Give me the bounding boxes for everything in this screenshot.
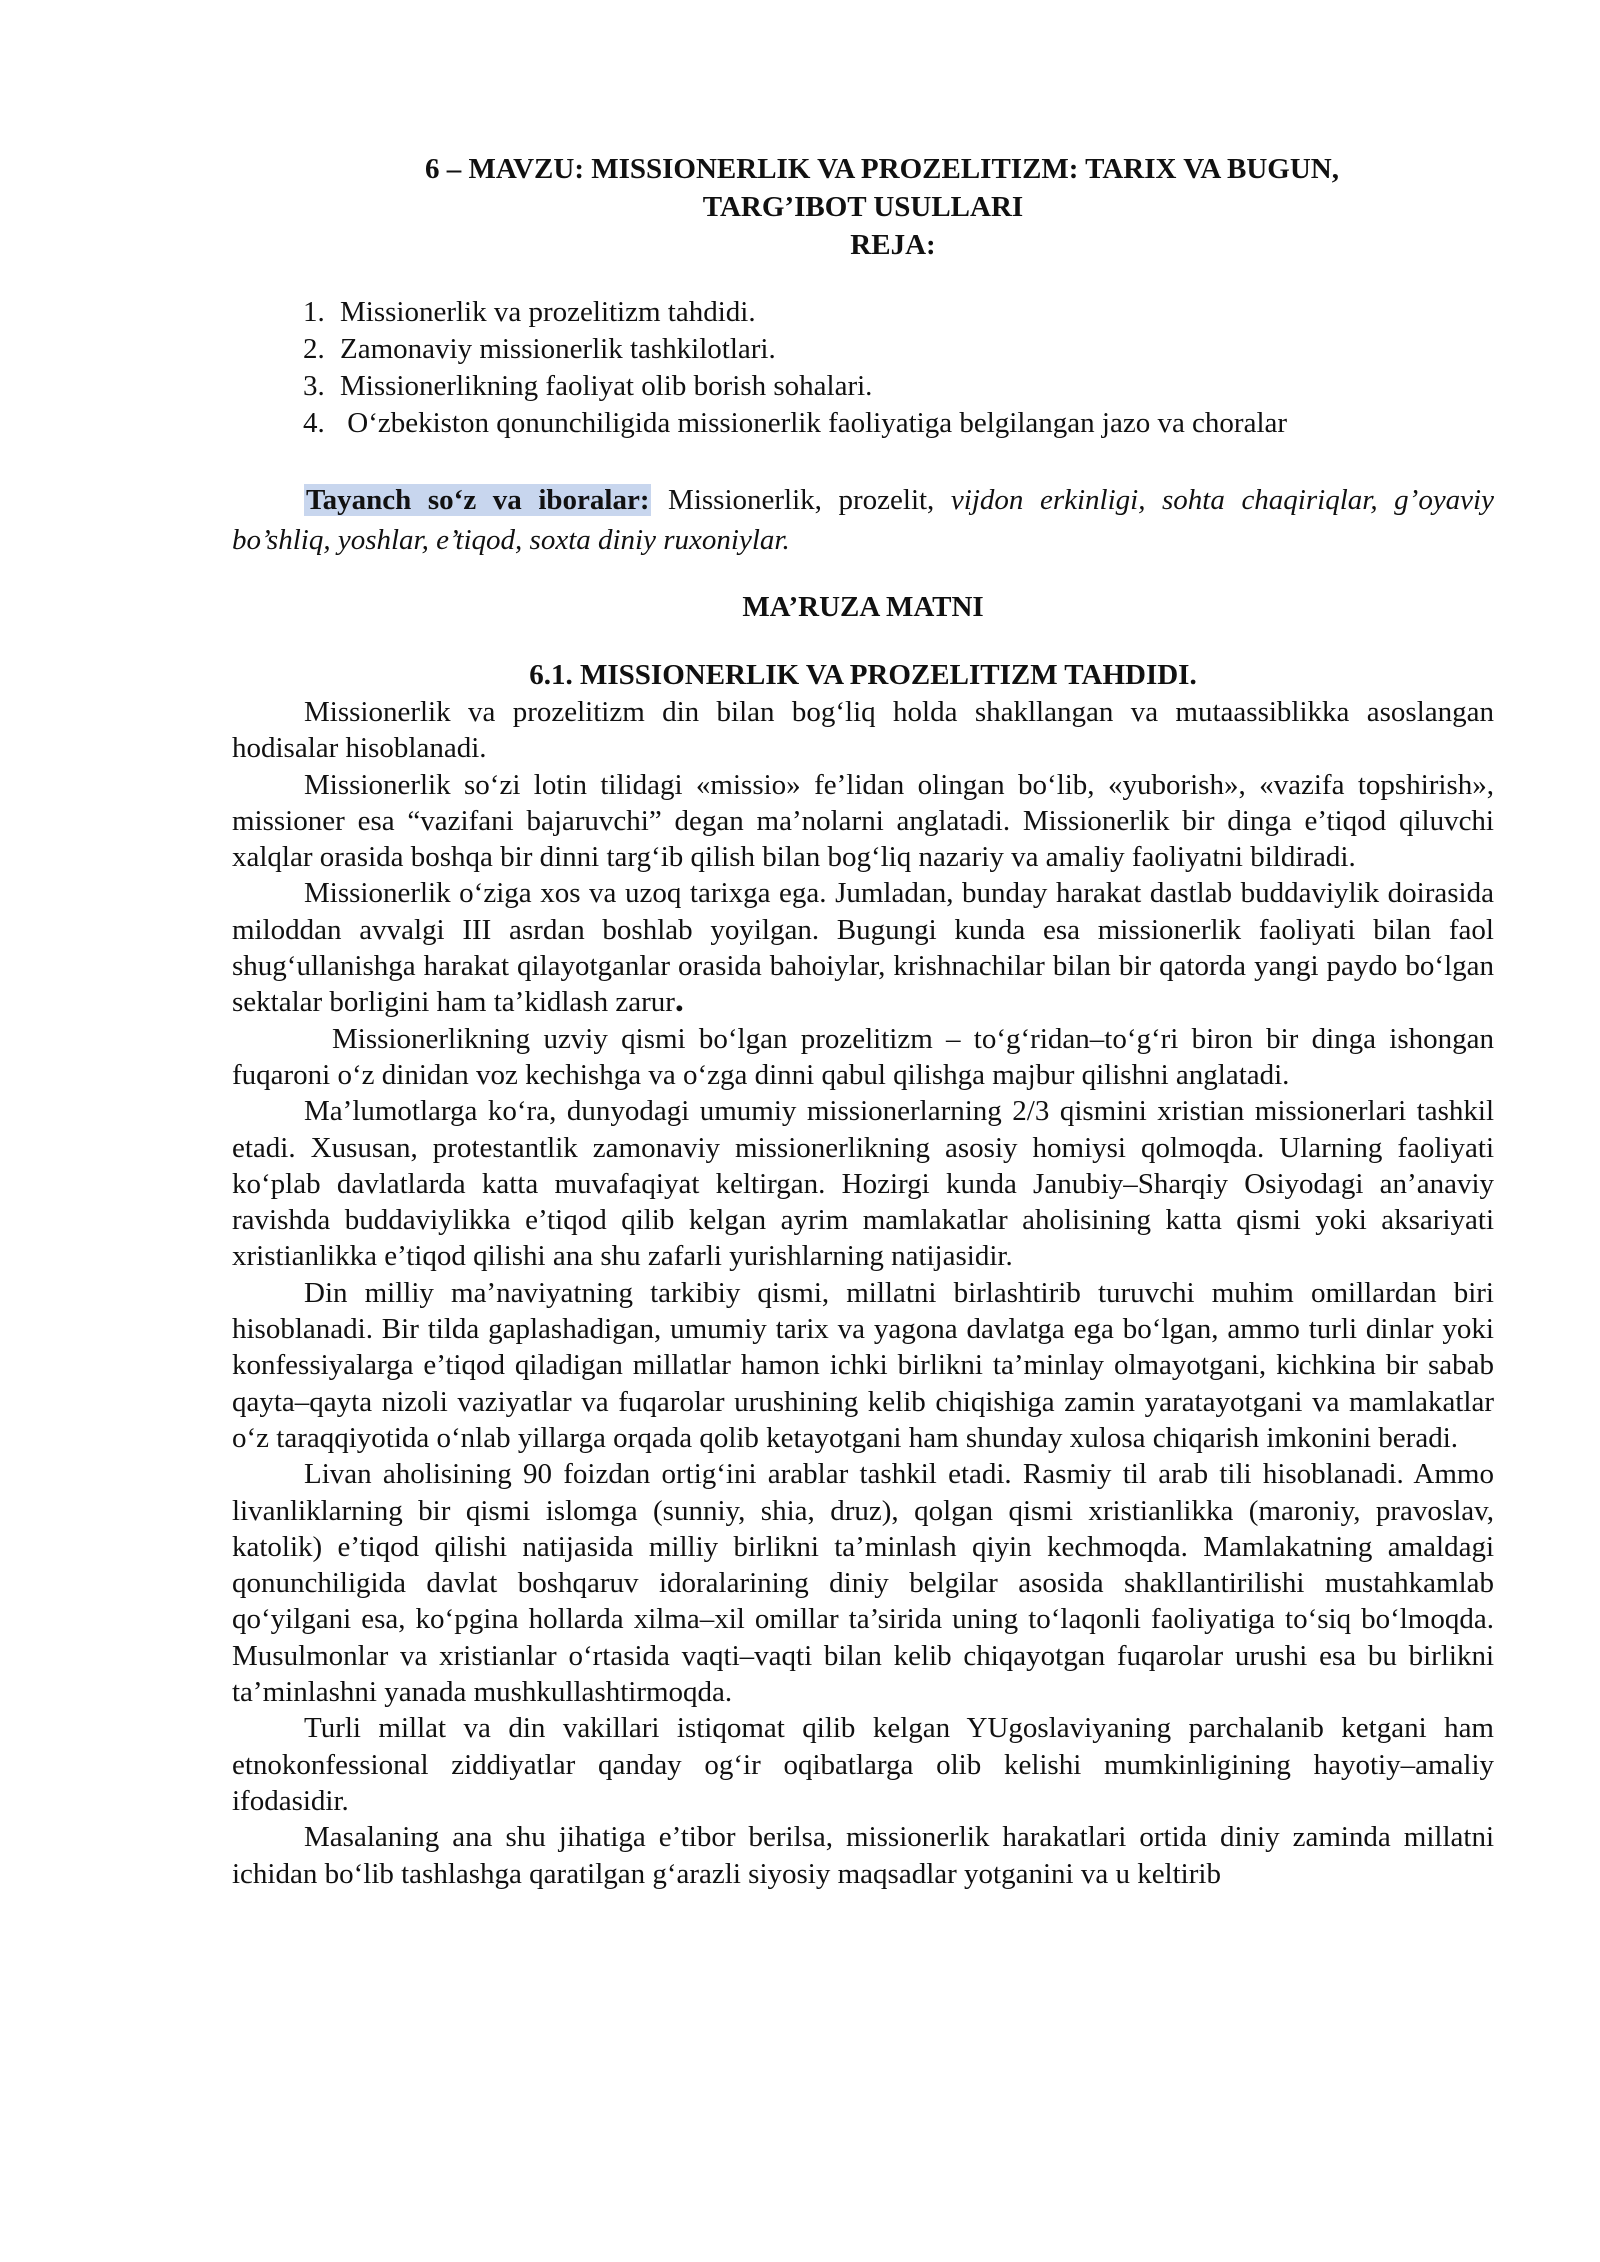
body-paragraph: Missionerlik va prozelitizm din bilan bog‘liq holda shakllangan va mutaassiblikka asoslangan hodisalar hisoblanadi. <box>232 696 1494 765</box>
body-paragraph: Masalaning ana shu jihatiga e’tibor berilsa, missionerlik harakatlari ortida diniy zaminda millatni ichidan bo‘lib tashlashga qaratilgan g‘arazli siyosiy maqsadlar yotganini va u keltirib <box>232 1821 1494 1890</box>
body-paragraph: Livan aholisining 90 foizdan ortig‘ini arablar tashkil etadi. Rasmiy til arab tili hisoblanadi. Ammo livanliklarning bir qismi islomga (sunniy, shia, druz), qolgan qismi xristianlikka (maroniy, pravoslav, katolik) e’tiqod qilishi natijasida milliy birlikni ta’minlash qiyin kechmoqda. Mamlakatning amaldagi qonunchiligida davlat boshqaruv idoralarining diniy belgilar asosida shakllantirilishi mustahkamlab qo‘yilgani esa, ko‘pgina hollarda xilma–xil omillar ta’sirida uning to‘laqonli faoliyatiga to‘siq bo‘lmoqda. Musulmonlar va xristianlar o‘rtasida vaqti–vaqti bilan kelib chiqayotgan fuqarolar urushi esa bu birlikni ta’minlashni yanada mushkullashtirmoqda. <box>232 1458 1494 1709</box>
body-paragraph: Missionerlikning uzviy qismi bo‘lgan prozelitizm – to‘g‘ridan–to‘g‘ri biron bir dinga ishongan fuqaroni o‘z dinidan voz kechishga va o‘zga dinni qabul qilishga majbur qilishni anglatadi. <box>232 1022 1494 1091</box>
body-paragraph-end-dot: . <box>674 979 684 1020</box>
body-paragraph: Missionerlik so‘zi lotin tilidagi «missio» fe’lidan olingan bo‘lib, «yuborish», «vazifa topshirish», missioner esa “vazifani bajaruvchi” degan ma’nolarni anglatadi. Missionerlik bir dinga e’tiqod qiluvchi xalqlar orasida boshqa bir dinni targ‘ib qilish bilan bog‘liq nazariy va amaliy faoliyatni bildiradi. <box>232 768 1494 874</box>
body-paragraph <box>232 875 1494 1020</box>
document-page <box>232 150 1494 1892</box>
plan-heading: REJA: <box>850 229 936 261</box>
plan-item: 1. Missionerlik va prozelitizm tahdidi. <box>332 294 1494 331</box>
body-paragraph: Turli millat va din vakillari istiqomat qilib kelgan YUgoslaviyaning parchalanib ketgani ham etnokonfessional ziddiyatlar qanday og‘ir oqibatlarga olib kelishi mumkinligining hayotiy–amaliy ifodasidir. <box>232 1712 1494 1817</box>
keywords-label: Tayanch so‘z va iboralar: <box>306 484 650 516</box>
keywords-paragraph <box>232 480 1494 560</box>
topic-title <box>232 150 1494 226</box>
keywords-plain: Missionerlik, prozelit, <box>651 484 951 516</box>
topic-title-line2: TARG’IBOT USULLARI <box>702 191 1024 223</box>
plan-item: 4. O‘zbekiston qonunchiligida missionerlik faoliyatiga belgilangan jazo va choralar <box>332 405 1494 442</box>
body-paragraph: Din milliy ma’naviyatning tarkibiy qismi, millatni birlashtirib turuvchi muhim omillardan biri hisoblanadi. Bir tilda gaplashadigan, umumiy tarix va yagona davlatga ega bo‘lgan, ammo turli dinlar yoki konfessiyalarga e’tiqod qiladigan millatlar hamon ichki birlikni ta’minlay olmayotgani, kichkina bir sabab qayta–qayta nizoli vaziyatlar va fuqarolar urushining kelib chiqishiga zamin yaratayotgani va mamlakatlar o‘z taraqqiyotida o‘nlab yillarga orqada qolib ketayotgani ham shunday xulosa chiqarish imkonini beradi. <box>232 1276 1494 1454</box>
body-paragraph: Ma’lumotlarga ko‘ra, dunyodagi umumiy missionerlarning 2/3 qismini xristian missionerlari tashkil etadi. Xususan, protestantlik zamonaviy missionerlikning asosiy homiysi qolmoqda. Ularning faoliyati ko‘plab davlatlarda katta muvafaqiyat keltirgan. Hozirgi kunda Janubiy–Sharqiy Osiyodagi an’anaviy ravishda buddaviylikka e’tiqod qilib kelgan ayrim mamlakatlar aholisining katta qismi yoki aksariyati xristianlikka e’tiqod qilishi ana shu zafarli yurishlarning natijasidir. <box>232 1095 1494 1273</box>
section-title: MA’RUZA MATNI <box>742 591 984 623</box>
keywords-italic: vijdon erkinligi, sohta chaqiriqlar, g’oyaviy bo’shliq, yoshlar, e’tiqod, soxta diniy ruxoniylar. <box>232 484 1494 556</box>
plan-item: 2. Zamonaviy missionerlik tashkilotlari. <box>332 331 1494 368</box>
subsection-title: 6.1. MISSIONERLIK VA PROZELITIZM TAHDIDI. <box>529 659 1197 691</box>
plan-list <box>232 294 1494 442</box>
topic-title-line1: 6 – MAVZU: MISSIONERLIK VA PROZELITIZM: TARIX VA BUGUN, <box>425 153 1339 185</box>
plan-item: 3. Missionerlikning faoliyat olib borish sohalari. <box>332 368 1494 405</box>
body-paragraph-text: Missionerlik o‘ziga xos va uzoq tarixga ega. Jumladan, bunday harakat dastlab buddaviylik doirasida miloddan avvalgi III asrdan boshlab yoyilgan. Bugungi kunda esa missionerlik faoliyati bilan faol shug‘ullanishga harakat qilayotganlar orasida bahoiylar, krishnachilar bilan bir qatorda yangi paydo bo‘lgan sektalar borligini ham ta’kidlash zarur <box>232 877 1494 1019</box>
